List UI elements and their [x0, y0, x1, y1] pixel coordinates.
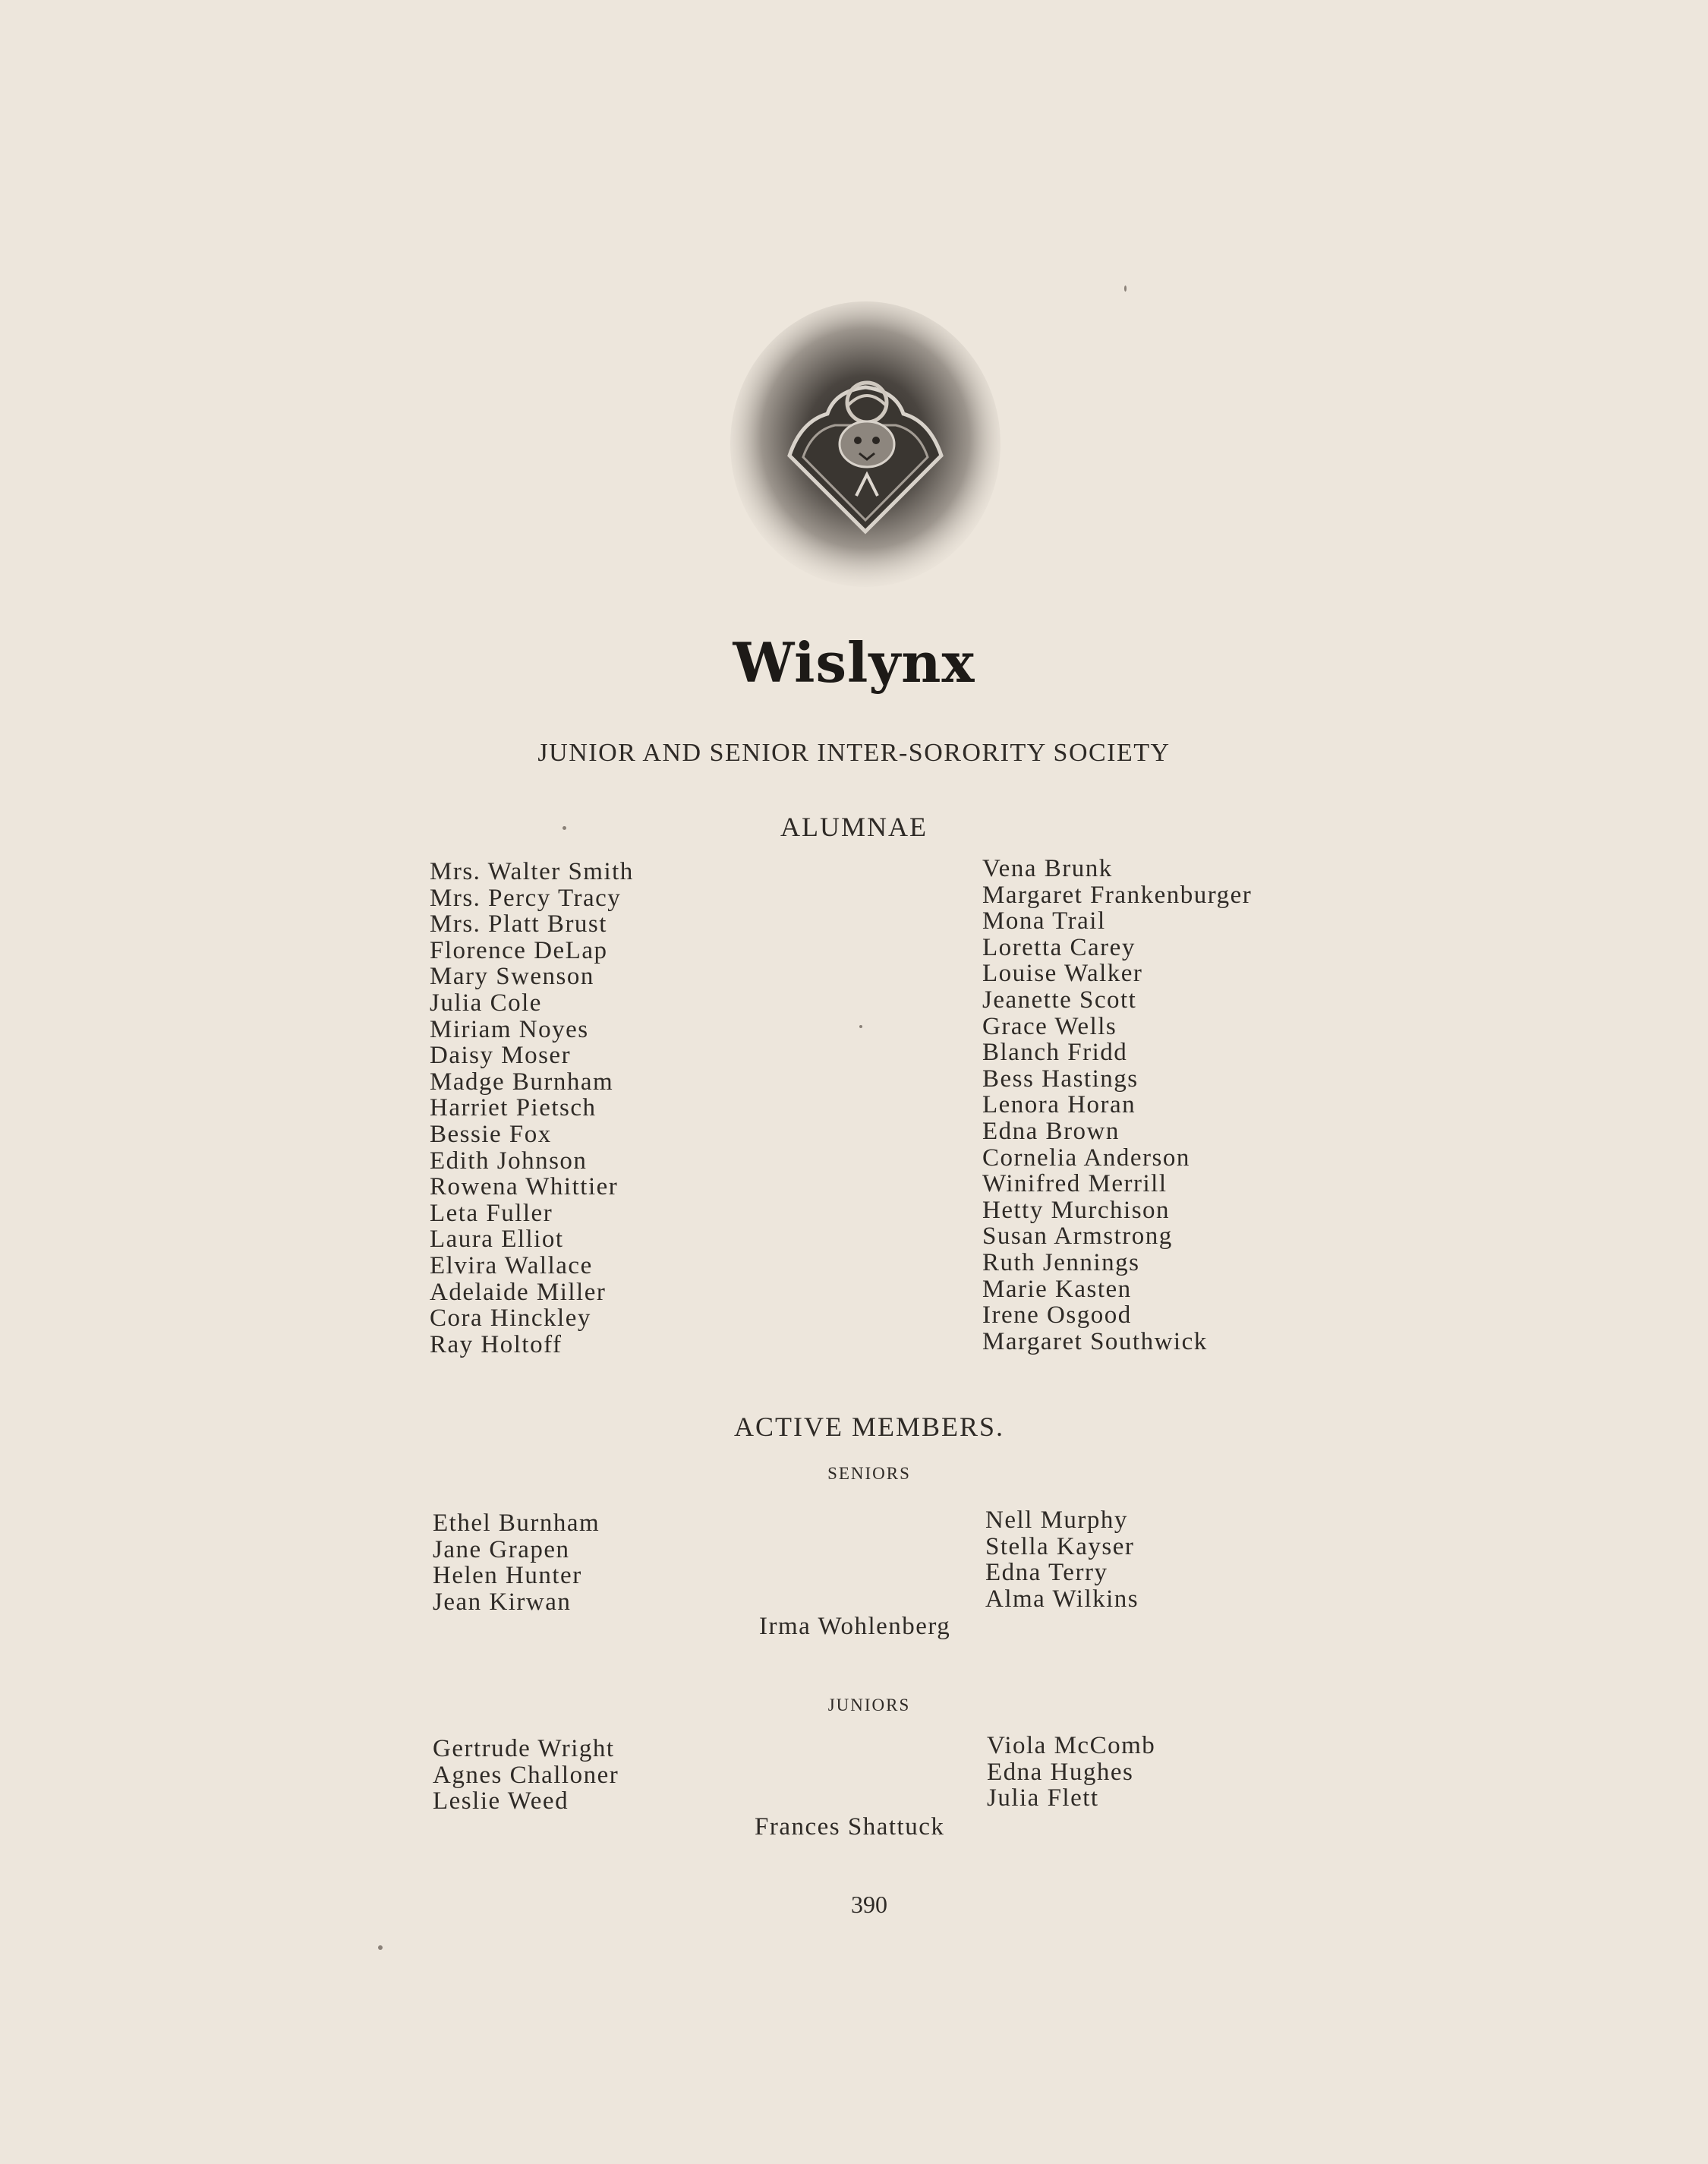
seniors-heading: SENIORS — [827, 1464, 911, 1483]
seniors-left-list — [433, 1510, 600, 1615]
alumnae-heading: ALUMNAE — [780, 812, 928, 842]
list-item: Florence DeLap — [430, 936, 608, 964]
juniors-heading: JUNIORS — [827, 1696, 911, 1714]
list-item: Lenora Horan — [982, 1091, 1136, 1119]
list-item: Gertrude Wright — [433, 1735, 615, 1762]
list-item: Cora Hinckley — [430, 1304, 591, 1333]
seniors-right-list — [985, 1507, 1139, 1612]
society-title: Wislynx — [733, 630, 975, 695]
list-item: Bess Hastings — [982, 1065, 1139, 1093]
list-item: Mrs. Platt Brust — [430, 910, 607, 938]
sorority-pin-icon — [729, 300, 1002, 588]
list-item: Ethel Burnham — [433, 1509, 600, 1537]
list-item: Marie Kasten — [982, 1275, 1132, 1303]
seniors-center-name: Irma Wohlenberg — [759, 1613, 951, 1640]
list-item: Julia Cole — [430, 989, 542, 1017]
list-item: Louise Walker — [982, 960, 1143, 988]
list-item: Cornelia Anderson — [982, 1144, 1190, 1172]
list-item: Edna Brown — [982, 1117, 1120, 1145]
list-item: Alma Wilkins — [985, 1585, 1139, 1613]
list-item: Jane Grapen — [433, 1535, 570, 1563]
list-item: Stella Kayser — [985, 1532, 1135, 1560]
list-item: Margaret Frankenburger — [982, 881, 1253, 909]
list-item: Edna Terry — [985, 1559, 1108, 1587]
paper-speck — [378, 1945, 383, 1950]
list-item: Rowena Whittier — [430, 1173, 619, 1201]
list-item: Bessie Fox — [430, 1120, 552, 1148]
list-item: Mary Swenson — [430, 963, 594, 991]
alumnae-left-list — [430, 859, 634, 1358]
list-item: Miriam Noyes — [430, 1015, 589, 1043]
list-item: Loretta Carey — [982, 933, 1136, 961]
list-item: Nell Murphy — [985, 1506, 1128, 1534]
society-subtitle: JUNIOR AND SENIOR INTER-SORORITY SOCIETY — [537, 739, 1171, 767]
list-item: Hetty Murchison — [982, 1196, 1171, 1224]
list-item: Mrs. Walter Smith — [430, 858, 634, 885]
list-item: Irene Osgood — [982, 1301, 1132, 1330]
list-item: Mona Trail — [982, 907, 1106, 935]
juniors-right-list — [987, 1733, 1155, 1812]
list-item: Julia Flett — [987, 1784, 1099, 1812]
list-item: Grace Wells — [982, 1012, 1117, 1040]
page-number: 390 — [851, 1891, 887, 1918]
active-members-heading: ACTIVE MEMBERS. — [733, 1412, 1005, 1442]
paper-speck — [1124, 285, 1127, 292]
paper-speck — [859, 1025, 862, 1028]
list-item: Leslie Weed — [433, 1787, 569, 1815]
list-item: Elvira Wallace — [430, 1251, 593, 1279]
list-item: Blanch Fridd — [982, 1039, 1128, 1067]
list-item: Margaret Southwick — [982, 1327, 1208, 1355]
list-item: Viola McComb — [987, 1732, 1156, 1759]
juniors-center-name: Frances Shattuck — [755, 1813, 945, 1841]
list-item: Vena Brunk — [982, 855, 1113, 882]
paper-speck — [563, 826, 566, 830]
list-item: Jeanette Scott — [982, 986, 1137, 1014]
list-item: Winifred Merrill — [982, 1170, 1168, 1198]
list-item: Harriet Pietsch — [430, 1094, 597, 1122]
list-item: Jean Kirwan — [433, 1588, 572, 1616]
list-item: Mrs. Percy Tracy — [430, 884, 622, 912]
list-item: Edith Johnson — [430, 1147, 588, 1175]
list-item: Edna Hughes — [987, 1758, 1134, 1786]
juniors-left-list — [433, 1736, 619, 1815]
alumnae-right-list — [982, 856, 1252, 1355]
list-item: Leta Fuller — [430, 1199, 553, 1227]
list-item: Ray Holtoff — [430, 1330, 563, 1358]
list-item: Susan Armstrong — [982, 1222, 1173, 1251]
list-item: Laura Elliot — [430, 1226, 564, 1254]
list-item: Adelaide Miller — [430, 1278, 607, 1306]
list-item: Madge Burnham — [430, 1068, 614, 1096]
list-item: Helen Hunter — [433, 1562, 582, 1590]
list-item: Daisy Moser — [430, 1042, 572, 1070]
list-item: Agnes Challoner — [433, 1761, 619, 1789]
list-item: Ruth Jennings — [982, 1248, 1140, 1276]
